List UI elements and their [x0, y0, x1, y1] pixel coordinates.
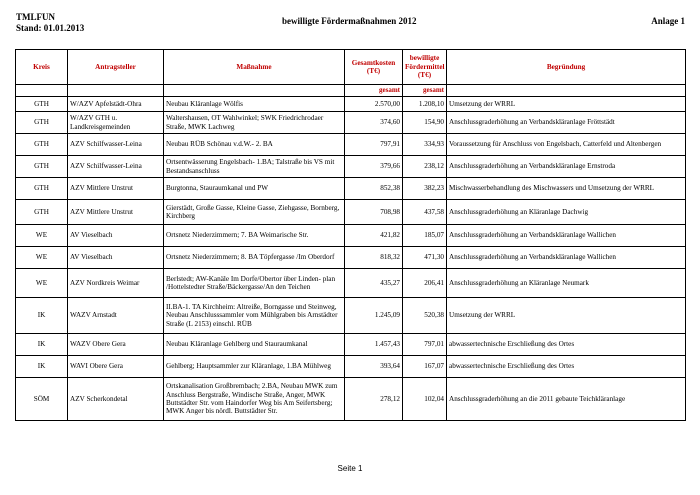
table-row — [16, 178, 686, 200]
table-row — [16, 112, 686, 134]
cell-foerdermittel: 382,23 — [403, 178, 447, 200]
cell-begruendung: Anschlussgraderhöhung an Verbandskläranlage Wallichen — [447, 247, 686, 269]
col-begruendung: Begründung — [447, 50, 686, 85]
cell-massnahme: Berlstedt; AW-Kanäle Im Dorfe/Obertor über Linden- plan /Hottelstedter Straße/Bäckergasse/An den Teichen — [164, 269, 345, 298]
cell-massnahme: Neubau Kläranlage Wölfis — [164, 97, 345, 112]
cell-kreis: GTH — [16, 156, 68, 178]
cell-massnahme: Ortsentwässerung Engelsbach- 1.BA; Talstraße bis VS mit Bestandsanschluss — [164, 156, 345, 178]
col-gesamtkosten: Gesamtkosten (T€) — [345, 50, 403, 85]
cell-begruendung: Umsetzung der WRRL — [447, 97, 686, 112]
cell-begruendung: abwassertechnische Erschließung des Ortes — [447, 356, 686, 378]
cell-kreis: WE — [16, 225, 68, 247]
header-row — [16, 50, 686, 85]
cell-gesamtkosten: 374,60 — [345, 112, 403, 134]
cell-antragsteller: AZV Mittlere Unstrut — [68, 200, 164, 225]
cell-kreis: IK — [16, 334, 68, 356]
cell-antragsteller: AV Vieselbach — [68, 225, 164, 247]
cell-foerdermittel: 520,38 — [403, 298, 447, 334]
subheader-row — [16, 85, 686, 97]
table-row — [16, 97, 686, 112]
cell-begruendung: Anschlussgraderhöhung an Verbandskläranlage Fröttstädt — [447, 112, 686, 134]
cell-gesamtkosten: 278,12 — [345, 378, 403, 421]
cell-begruendung: Anschlussgraderhöhung an Verbandskläranlage Wallichen — [447, 225, 686, 247]
cell-gesamtkosten: 708,98 — [345, 200, 403, 225]
cell-gesamtkosten: 1.245,09 — [345, 298, 403, 334]
cell-begruendung: Umsetzung der WRRL — [447, 298, 686, 334]
table-row — [16, 269, 686, 298]
cell-foerdermittel: 206,41 — [403, 269, 447, 298]
cell-foerdermittel: 167,07 — [403, 356, 447, 378]
cell-gesamtkosten: 1.457,43 — [345, 334, 403, 356]
cell-begruendung: Anschlussgraderhöhung an Verbandskläranlage Ernstroda — [447, 156, 686, 178]
cell-begruendung: Anschlussgraderhöhung an Kläranlage Neumark — [447, 269, 686, 298]
subheader-gesamt-foerder: gesamt — [403, 85, 447, 97]
cell-antragsteller: AZV Scherkondetal — [68, 378, 164, 421]
cell-kreis: IK — [16, 298, 68, 334]
table-row — [16, 298, 686, 334]
cell-gesamtkosten: 797,91 — [345, 134, 403, 156]
table-row — [16, 134, 686, 156]
table-row — [16, 334, 686, 356]
col-kreis: Kreis — [16, 50, 68, 85]
table-row — [16, 378, 686, 421]
cell-massnahme: Neubau Kläranlage Gehlberg und Stauraumkanal — [164, 334, 345, 356]
cell-kreis: WE — [16, 247, 68, 269]
cell-massnahme: Gehlberg; Hauptsammler zur Kläranlage, 1.BA Mühlweg — [164, 356, 345, 378]
cell-gesamtkosten: 421,82 — [345, 225, 403, 247]
table-row — [16, 356, 686, 378]
cell-begruendung: Mischwasserbehandlung des Mischwassers und Umsetzung der WRRL — [447, 178, 686, 200]
document-title: bewilligte Fördermaßnahmen 2012 — [282, 16, 417, 26]
cell-antragsteller: W/AZV GTH u. Landkreisgemeinden — [68, 112, 164, 134]
cell-antragsteller: AZV Schilfwasser-Leina — [68, 134, 164, 156]
org-name: TMLFUN — [16, 12, 55, 22]
cell-begruendung: Anschlussgraderhöhung an Kläranlage Dachwig — [447, 200, 686, 225]
cell-kreis: SÖM — [16, 378, 68, 421]
col-antragsteller: Antragsteller — [68, 50, 164, 85]
cell-foerdermittel: 1.208,10 — [403, 97, 447, 112]
cell-gesamtkosten: 435,27 — [345, 269, 403, 298]
cell-foerdermittel: 238,12 — [403, 156, 447, 178]
funding-table — [15, 49, 686, 421]
table-row — [16, 156, 686, 178]
cell-kreis: GTH — [16, 134, 68, 156]
cell-gesamtkosten: 393,64 — [345, 356, 403, 378]
cell-massnahme: Neubau RÜB Schönau v.d.W.- 2. BA — [164, 134, 345, 156]
cell-gesamtkosten: 379,66 — [345, 156, 403, 178]
cell-foerdermittel: 185,07 — [403, 225, 447, 247]
cell-massnahme: Burgtonna, Stauraumkanal und PW — [164, 178, 345, 200]
cell-foerdermittel: 471,30 — [403, 247, 447, 269]
cell-kreis: GTH — [16, 112, 68, 134]
cell-kreis: GTH — [16, 178, 68, 200]
cell-gesamtkosten: 2.570,00 — [345, 97, 403, 112]
cell-kreis: WE — [16, 269, 68, 298]
cell-begruendung: Voraussetzung für Anschluss von Engelsbach, Catterfeld und Altenbergen — [447, 134, 686, 156]
table-row — [16, 200, 686, 225]
cell-massnahme: Gierstädt, Große Gasse, Kleine Gasse, Ziehgasse, Bornberg, Kirchberg — [164, 200, 345, 225]
cell-begruendung: abwassertechnische Erschließung des Ortes — [447, 334, 686, 356]
cell-massnahme: Waltershausen, OT Wahlwinkel; SWK Friedrichrodaer Straße, MWK Lachweg — [164, 112, 345, 134]
header-left — [16, 12, 84, 34]
cell-antragsteller: W/AZV Apfelstädt-Ohra — [68, 97, 164, 112]
cell-massnahme: Ortsnetz Niederzimmern; 7. BA Weimarische Str. — [164, 225, 345, 247]
annex-label: Anlage 1 — [651, 16, 685, 26]
cell-kreis: GTH — [16, 200, 68, 225]
stand-date: Stand: 01.01.2013 — [16, 23, 85, 33]
cell-foerdermittel: 154,90 — [403, 112, 447, 134]
cell-antragsteller: AV Vieselbach — [68, 247, 164, 269]
cell-antragsteller: WAVI Obere Gera — [68, 356, 164, 378]
cell-antragsteller: WAZV Obere Gera — [68, 334, 164, 356]
cell-foerdermittel: 797,01 — [403, 334, 447, 356]
cell-antragsteller: AZV Schilfwasser-Leina — [68, 156, 164, 178]
cell-kreis: IK — [16, 356, 68, 378]
cell-massnahme: Ortsnetz Niederzimmern; 8. BA Töpfergasse /Im Oberdorf — [164, 247, 345, 269]
col-massnahme: Maßnahme — [164, 50, 345, 85]
cell-kreis: GTH — [16, 97, 68, 112]
cell-antragsteller: AZV Nordkreis Weimar — [68, 269, 164, 298]
table-row — [16, 247, 686, 269]
cell-begruendung: Anschlussgraderhöhung an die 2011 gebaute Teichkläranlage — [447, 378, 686, 421]
cell-foerdermittel: 437,58 — [403, 200, 447, 225]
cell-massnahme: Ortskanalisation Großbrembach; 2.BA, Neubau MWK zum Anschluss Bergstraße, Windische Straße, Anger, MWK Buttstädter Str. vom Haindorfer Weg bis Am Seifertsberg; MWK Anger bis nördl. Buttstädter Str. — [164, 378, 345, 421]
cell-foerdermittel: 334,93 — [403, 134, 447, 156]
col-foerdermittel: bewilligte Fördermittel (T€) — [403, 50, 447, 85]
cell-antragsteller: WAZV Arnstadt — [68, 298, 164, 334]
cell-antragsteller: AZV Mittlere Unstrut — [68, 178, 164, 200]
page-footer: Seite 1 — [337, 464, 363, 473]
cell-foerdermittel: 102,04 — [403, 378, 447, 421]
cell-massnahme: II.BA-1. TA Kirchheim: Altreiße, Borngasse und Steinweg, Neubau Anschlusssammler vom Mühlgraben bis Arnstädter Straße (L 2153) einschl. RÜB — [164, 298, 345, 334]
table-row — [16, 225, 686, 247]
cell-gesamtkosten: 852,38 — [345, 178, 403, 200]
cell-gesamtkosten: 818,32 — [345, 247, 403, 269]
subheader-gesamt-kosten: gesamt — [345, 85, 403, 97]
